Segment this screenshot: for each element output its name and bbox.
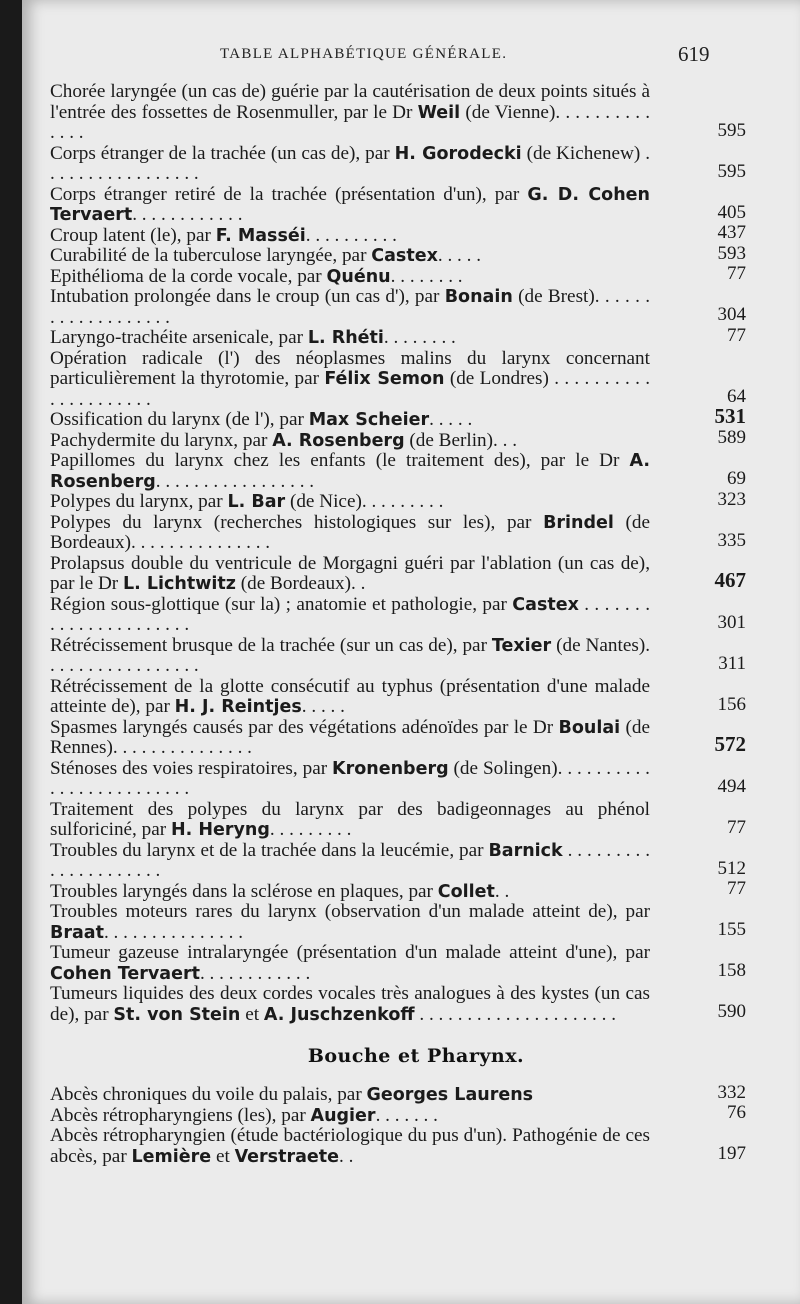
author-name: Félix Semon xyxy=(324,369,445,389)
entry-text xyxy=(22,267,650,288)
entry-text xyxy=(22,882,650,903)
index-entry xyxy=(22,222,800,247)
entry-text xyxy=(22,943,650,984)
author-name: A. Rosenberg xyxy=(272,430,405,451)
entry-text xyxy=(22,718,650,759)
author-name: H. Heryng xyxy=(170,820,270,840)
entry-segment: Spasmes laryngés causés par des végétations adénoïdes par le Dr xyxy=(50,716,559,738)
entry-segment: et xyxy=(211,1145,235,1167)
author-name: Braat xyxy=(50,922,104,943)
index-entry xyxy=(22,984,800,1025)
entry-segment: et xyxy=(240,1003,264,1025)
entry-page-number: 311 xyxy=(718,652,746,674)
entry-page-number: 593 xyxy=(717,242,746,264)
author-name: Verstraete xyxy=(234,1146,340,1167)
index-entry xyxy=(22,636,800,677)
author-name: Boulai xyxy=(558,717,621,738)
entry-page-number: 69 xyxy=(727,468,746,489)
entry-segment: Ossification du larynx (de l'), par xyxy=(50,409,309,430)
entry-page-number: 301 xyxy=(717,611,746,633)
index-entry xyxy=(22,242,800,267)
index-entry xyxy=(22,451,800,492)
author-name: L. Rhéti xyxy=(307,328,384,348)
entry-text xyxy=(22,144,650,185)
entry-text xyxy=(22,677,650,718)
entry-segment: (de Vienne). . . . . . . . . . . . . . xyxy=(50,101,650,143)
entry-segment: Curabilité de la tuberculose laryngée, par xyxy=(50,245,372,266)
author-name: Cohen Tervaert xyxy=(50,963,200,984)
entry-segment: (de Bordeaux). . xyxy=(235,573,366,594)
entry-page-number: 304 xyxy=(717,304,746,325)
entry-page-number: 156 xyxy=(717,693,746,715)
index-entry xyxy=(22,759,800,800)
entry-text xyxy=(22,902,650,943)
index-entry xyxy=(22,943,800,984)
document-page xyxy=(22,0,800,1304)
section-heading: Bouche et Pharynx. xyxy=(307,1045,525,1067)
index-entry xyxy=(22,263,800,288)
entry-segment: Troubles moteurs rares du larynx (observation d'un malade atteint de), par xyxy=(50,901,650,922)
entry-segment: Corps étranger de la trachée (un cas de), par xyxy=(50,142,395,164)
entry-segment: Chorée laryngée (un cas de) guérie par la cautérisation de deux points situés à l'entrée des fossettes de Rosenmuller, par le Dr xyxy=(50,81,650,123)
index-entry xyxy=(22,841,800,882)
entry-page-number: 595 xyxy=(717,160,746,182)
entry-page-number: 590 xyxy=(717,1001,746,1022)
entry-segment: Croup latent (le), par xyxy=(50,224,216,246)
author-name: L. Lichtwitz xyxy=(122,574,236,594)
entry-text xyxy=(22,82,650,144)
entry-segment: (de Solingen). . . . . . . . . . . . . . . . . . . . . . . . . xyxy=(50,757,650,799)
index-entry xyxy=(22,144,800,185)
author-name: Castex xyxy=(371,246,438,266)
entry-text xyxy=(22,431,650,452)
author-name: Augier xyxy=(310,1105,376,1126)
entry-text xyxy=(22,349,650,411)
index-entry xyxy=(22,718,800,759)
index-entry xyxy=(22,427,800,452)
entry-segment: Papillomes du larynx chez les enfants (le traitement des), par le Dr xyxy=(50,450,630,471)
entry-text xyxy=(22,595,650,636)
entry-segment: Troubles laryngés dans la sclérose en plaques, par xyxy=(50,880,438,902)
entry-segment: (de Nice). . . . . . . . . xyxy=(285,491,444,512)
index-entry xyxy=(22,185,800,226)
index-entry xyxy=(22,878,800,903)
entry-segment: (de Brest). . . . . . . . . . . . . . . . . . . xyxy=(50,286,650,328)
author-name: L. Bar xyxy=(227,492,286,512)
entry-segment: (de Londres) . . . . . . . . . . . . . . . . . . . . . xyxy=(50,368,650,410)
entry-segment: Rétrécissement brusque de la trachée (sur un cas de), par xyxy=(50,634,492,656)
entry-page-number: 323 xyxy=(717,488,746,510)
entry-text xyxy=(22,492,650,513)
index-entry xyxy=(22,554,800,595)
entry-segment: (de Kichenew) . . . . . . . . . . . . . . . . . xyxy=(50,142,650,184)
author-name: Quénu xyxy=(326,266,391,287)
entry-segment: Tumeurs liquides des deux cordes vocales très analogues à des kystes (un cas de), par xyxy=(50,983,650,1025)
author-name: H. J. Reintjes xyxy=(174,697,302,717)
entry-segment: Corps étranger retiré de la trachée (présentation d'un), par xyxy=(50,183,528,205)
author-name: Brindel xyxy=(543,512,614,533)
author-name: G. D. Cohen Tervaert xyxy=(50,184,650,225)
page-number: 619 xyxy=(678,42,710,66)
index-entry xyxy=(22,513,800,554)
entry-page-number: 494 xyxy=(717,775,746,797)
entry-page-number: 77 xyxy=(727,263,746,284)
entry-page-number: 595 xyxy=(717,119,746,141)
entry-page-number: 77 xyxy=(727,816,746,838)
entry-segment: . . . . . . . . . xyxy=(269,819,352,840)
entry-segment: Sténoses des voies respiratoires, par xyxy=(50,757,333,779)
entry-page-number: 512 xyxy=(717,857,746,879)
entry-page-number: 64 xyxy=(727,386,746,407)
entry-segment: . . . . . . . . xyxy=(390,265,463,287)
index-entry xyxy=(22,488,800,513)
entry-segment: (de Bordeaux). . . . . . . . . . . . . . . xyxy=(50,511,651,553)
author-name: Kronenberg xyxy=(332,758,449,779)
entry-segment: Opération radicale (l') des néoplasmes malins du larynx concernant particulièrement la thyrotomie, par xyxy=(50,347,650,389)
author-name: A. Juschzenkoff xyxy=(263,1004,415,1025)
author-name: A. Rosenberg xyxy=(50,451,650,492)
entry-segment: Intubation prolongée dans le croup (un cas d'), par xyxy=(50,286,445,307)
entry-segment: . . . . . . . . . . . . . . . xyxy=(103,921,244,943)
entry-segment: . . xyxy=(339,1145,354,1167)
author-name: Lemière xyxy=(131,1146,212,1167)
entry-text xyxy=(22,287,650,328)
entry-segment: Polypes du larynx, par xyxy=(50,491,228,512)
entry-text xyxy=(22,554,650,595)
author-name: St. von Stein xyxy=(113,1004,241,1025)
entry-text xyxy=(22,841,650,882)
entry-segment: Laryngo-trachéite arsenicale, par xyxy=(50,327,308,348)
entry-segment: Traitement des polypes du larynx par des badigeonnages au phénol sulforiciné, par xyxy=(50,798,650,840)
author-name: Max Scheier xyxy=(308,410,430,430)
author-name: Castex xyxy=(512,594,579,615)
entry-page-number: 531 xyxy=(714,403,746,428)
entry-page-number: 76 xyxy=(727,1102,746,1123)
entry-segment: Polypes du larynx (recherches histologiques sur les), par xyxy=(50,511,544,533)
entry-segment: . . . . . xyxy=(301,696,345,717)
entry-text xyxy=(22,1085,650,1106)
page-header xyxy=(22,42,800,72)
entry-segment: . . . . . . . . . . . . xyxy=(199,962,311,984)
entry-text xyxy=(22,984,650,1025)
index-entry xyxy=(22,403,800,431)
entry-text xyxy=(22,246,650,267)
author-name: H. Gorodecki xyxy=(394,143,522,164)
index-entry xyxy=(22,677,800,718)
author-name: Bonain xyxy=(444,287,513,307)
author-name: Barnick xyxy=(488,840,563,861)
index-entry xyxy=(22,595,800,636)
entry-text xyxy=(22,513,650,554)
index-entry xyxy=(22,82,800,144)
entry-segment: . . . . . . . . . . . . . . . . . . . . . . xyxy=(50,593,651,635)
entry-text xyxy=(22,1126,650,1167)
author-name: Georges Laurens xyxy=(366,1085,534,1105)
index-entry xyxy=(22,349,800,411)
entry-segment: . . . . . . . . . . . . xyxy=(132,204,243,225)
author-name: Collet xyxy=(437,881,495,902)
entry-page-number: 77 xyxy=(727,878,746,899)
entry-segment: Tumeur gazeuse intralaryngée (présentation d'un malade atteint d'une), par xyxy=(50,942,650,963)
entry-segment: . . . . . . . . xyxy=(383,327,456,348)
entry-page-number: 335 xyxy=(717,529,746,551)
entry-segment: Abcès chroniques du voile du palais, par xyxy=(50,1084,367,1105)
index-entry xyxy=(22,902,800,943)
entry-text xyxy=(22,185,650,226)
entry-page-number: 77 xyxy=(727,324,746,346)
index-entry xyxy=(22,1102,800,1127)
entry-segment: . . . . . . . . . . xyxy=(305,224,397,246)
entry-text xyxy=(22,451,650,492)
entry-segment: . . . . . . . xyxy=(375,1104,438,1126)
entry-segment: (de Nantes). . . . . . . . . . . . . . . . . xyxy=(50,634,651,676)
entry-segment: . . . . . xyxy=(437,245,482,266)
entry-segment: (de Rennes). . . . . . . . . . . . . . . xyxy=(50,716,651,758)
entry-page-number: 405 xyxy=(717,201,746,223)
entry-segment: Abcès rétropharyngien (étude bactériologique du pus d'un). Pathogénie de ces abcès, par xyxy=(50,1125,650,1167)
index-entry xyxy=(22,1126,800,1167)
entry-text xyxy=(22,410,650,431)
entry-text xyxy=(22,759,650,800)
index-entry xyxy=(22,1081,800,1106)
author-name: F. Masséi xyxy=(215,225,306,246)
entry-page-number: 437 xyxy=(717,222,746,243)
entry-page-number: 155 xyxy=(717,919,746,940)
entry-text xyxy=(22,800,650,841)
entry-text xyxy=(22,1106,650,1127)
entry-segment: . . xyxy=(494,880,510,902)
entry-segment: Rétrécissement de la glotte consécutif au typhus (présentation d'une malade atteinte de), par xyxy=(50,675,650,717)
index-entry xyxy=(22,324,800,349)
entry-segment: . . . . . . . . . . . . . . . . . . . . . xyxy=(414,1003,617,1025)
entry-segment: . . . . . . . . . . . . . . . . . xyxy=(155,470,315,492)
entry-segment: Abcès rétropharyngiens (les), par xyxy=(50,1104,311,1126)
entry-page-number: 332 xyxy=(717,1081,746,1103)
entry-segment: Epithélioma de la corde vocale, par xyxy=(50,265,327,287)
running-title: TABLE ALPHABÉTIQUE GÉNÉRALE. xyxy=(220,46,508,62)
entry-page-number: 197 xyxy=(717,1143,746,1164)
entry-page-number: 467 xyxy=(714,567,746,592)
entry-page-number: 158 xyxy=(717,960,746,981)
entry-segment: Région sous-glottique (sur la) ; anatomie et pathologie, par xyxy=(50,593,513,615)
index-entry xyxy=(22,800,800,841)
entry-text xyxy=(22,226,650,247)
entry-segment: Troubles du larynx et de la trachée dans la leucémie, par xyxy=(50,839,489,861)
entry-segment: . . . . . xyxy=(429,409,473,430)
entry-text xyxy=(22,328,650,349)
entry-segment: Pachydermite du larynx, par xyxy=(50,429,273,451)
author-name: Weil xyxy=(417,102,461,123)
entry-segment: (de Berlin). . . xyxy=(404,429,518,451)
entry-page-number: 589 xyxy=(717,427,746,448)
index-entries xyxy=(22,82,800,1167)
author-name: Texier xyxy=(491,635,552,656)
entry-segment: . . . . . . . . . . . . . . . . . . . . . xyxy=(50,839,651,881)
entry-page-number: 572 xyxy=(714,731,746,756)
entry-segment: Prolapsus double du ventricule de Morgagni guéri par l'ablation (un cas de), par le Dr xyxy=(50,552,650,594)
index-entry xyxy=(22,287,800,328)
entry-text xyxy=(22,636,650,677)
